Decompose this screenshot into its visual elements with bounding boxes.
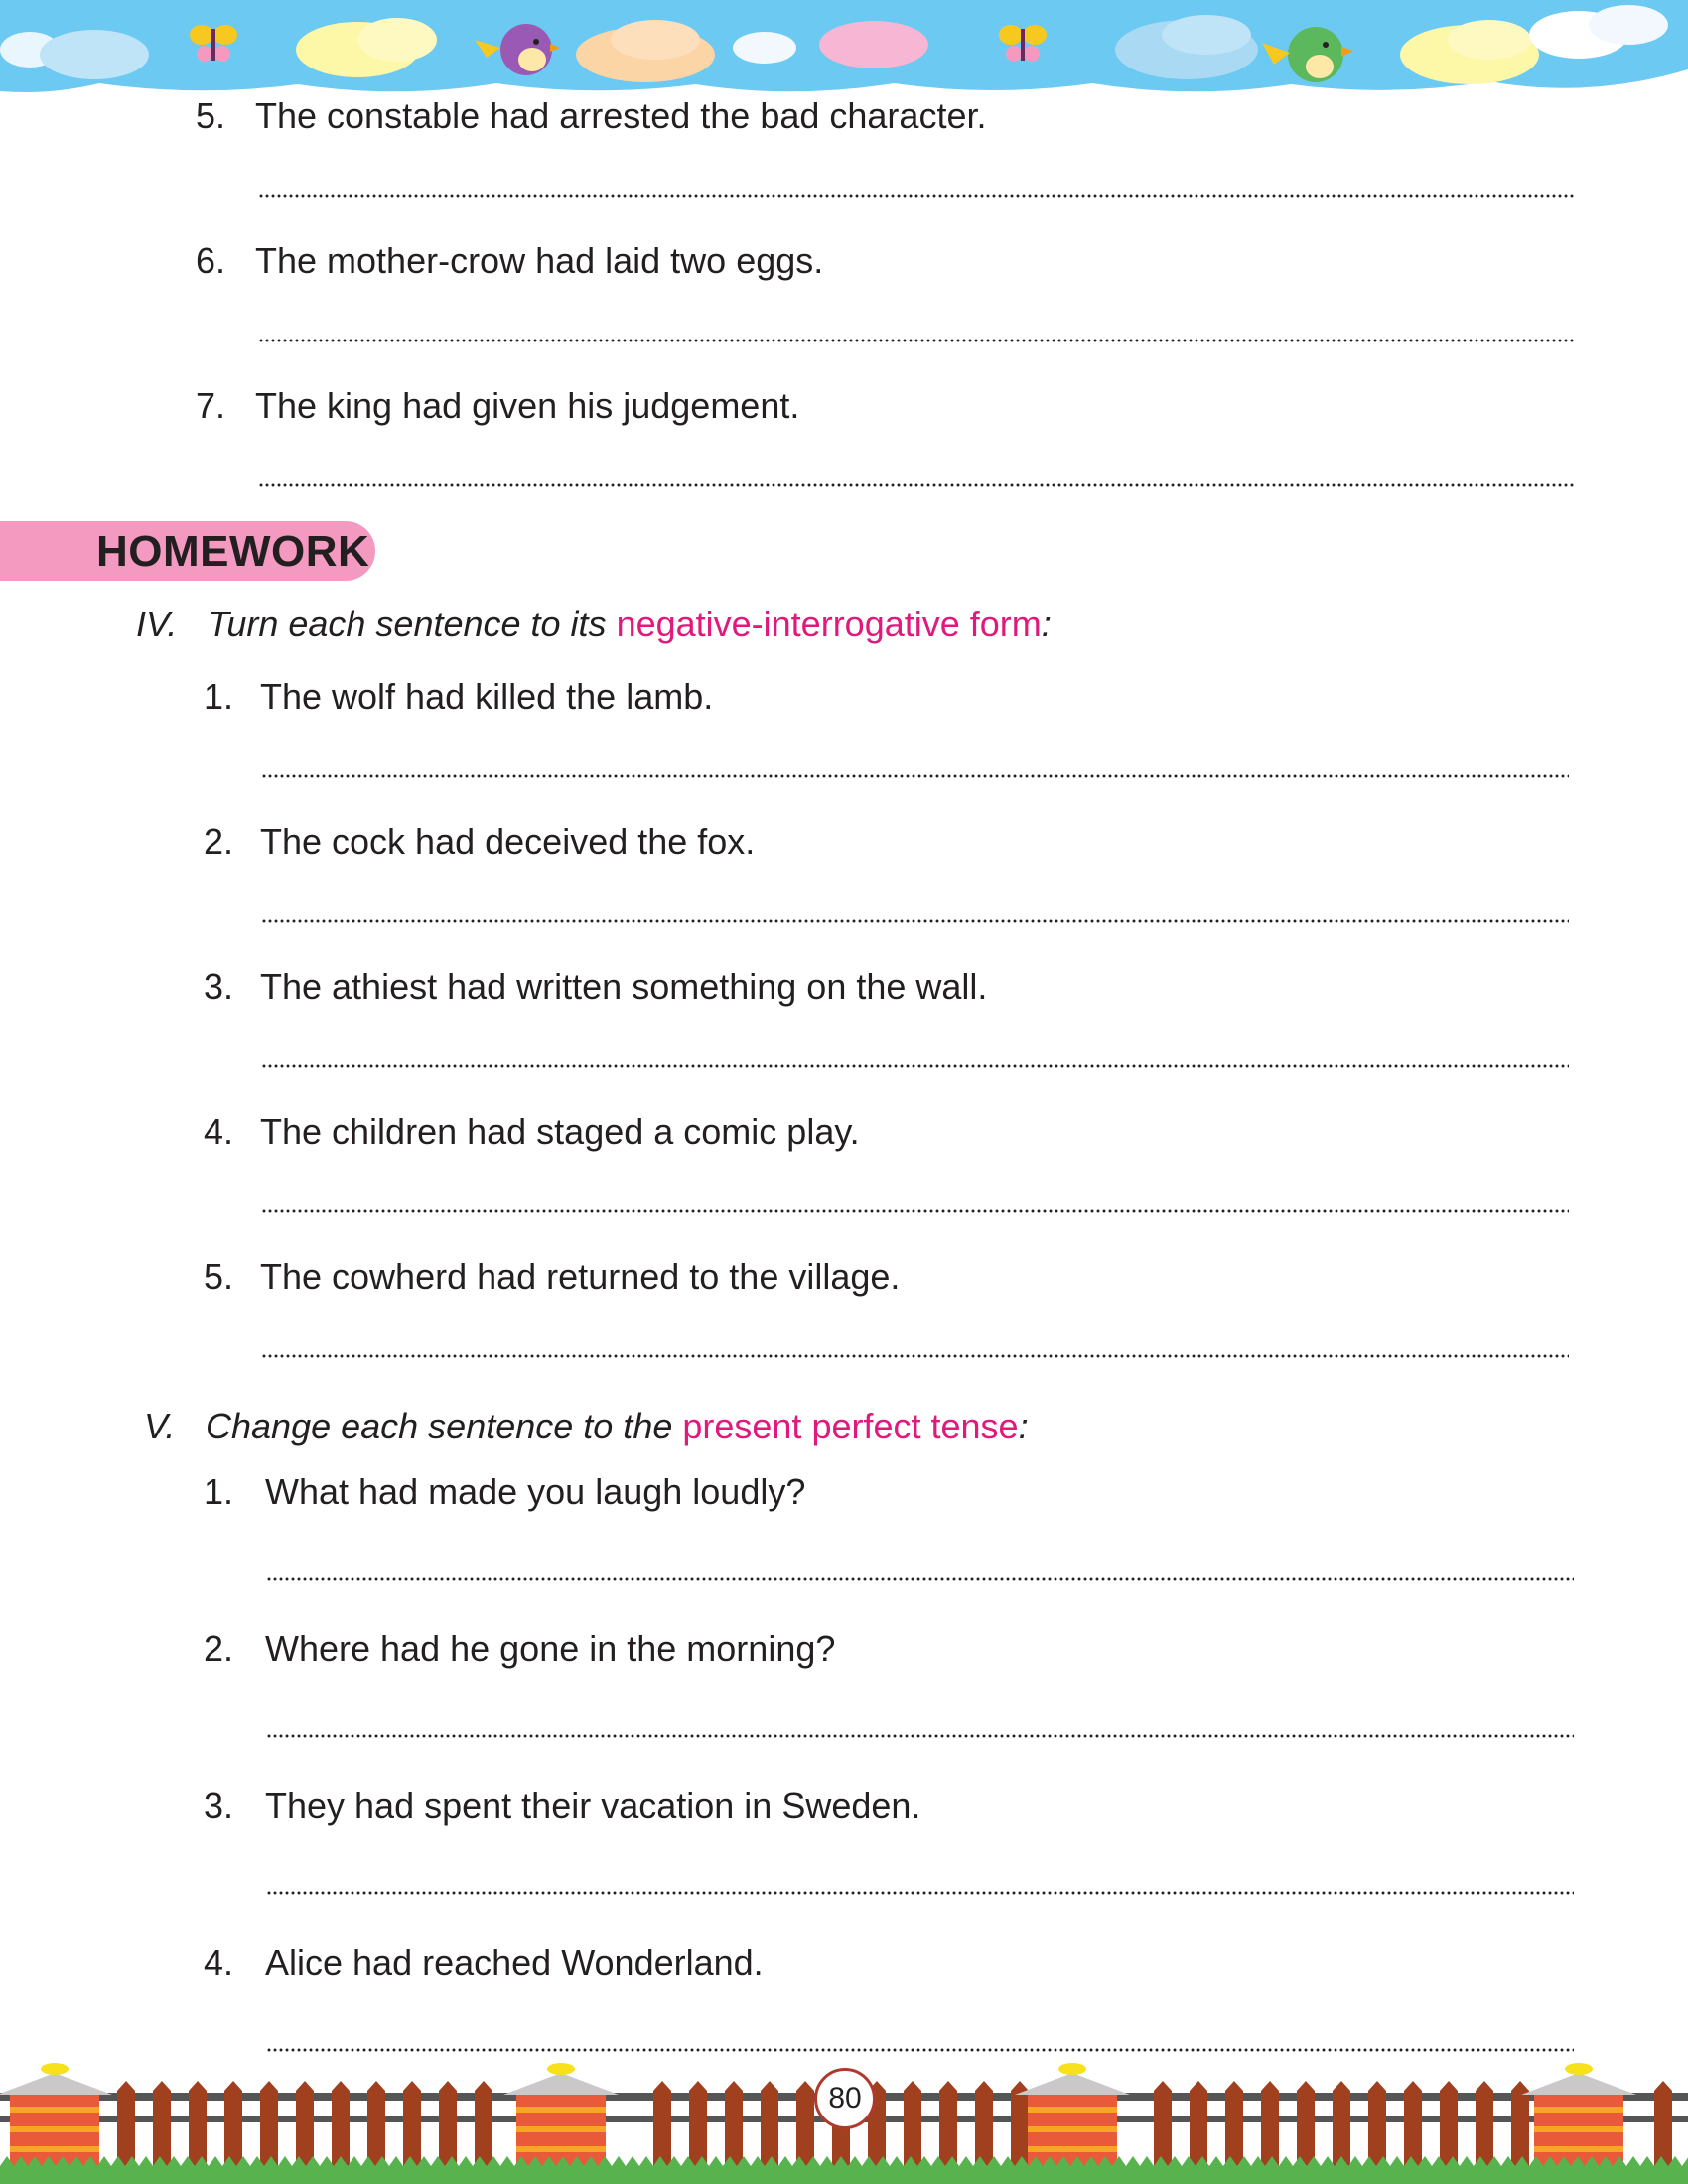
fence-picket	[224, 2081, 242, 2166]
fence-picket	[761, 2081, 778, 2166]
cloud-icon	[733, 32, 796, 64]
fence-picket	[117, 2081, 135, 2166]
item-number: 2.	[204, 821, 234, 862]
item-sentence: Where had he gone in the morning?	[265, 1628, 836, 1669]
list-item	[204, 1111, 1594, 1153]
section-iv-instruction	[136, 604, 1576, 645]
fence-picket	[1333, 2081, 1350, 2166]
fence-picket	[975, 2081, 993, 2166]
item-number: 5.	[204, 1256, 234, 1297]
instruction-colon: :	[1041, 604, 1052, 644]
list-item	[204, 821, 1594, 863]
answer-line[interactable]	[261, 1354, 1569, 1358]
answer-line[interactable]	[266, 1577, 1574, 1581]
section-iv-numeral: IV.	[136, 604, 178, 644]
fence-picket	[403, 2081, 421, 2166]
answer-line[interactable]	[266, 1734, 1574, 1738]
fence-picket	[1440, 2081, 1458, 2166]
item-number: 3.	[204, 1785, 234, 1826]
list-item	[196, 240, 1586, 282]
fence-picket	[1225, 2081, 1243, 2166]
item-number: 1.	[204, 1471, 234, 1512]
item-sentence: They had spent their vacation in Sweden.	[265, 1785, 921, 1826]
item-sentence: The children had staged a comic play.	[260, 1111, 860, 1152]
instruction-colon: :	[1018, 1406, 1029, 1446]
fence-picket	[1476, 2081, 1493, 2166]
section-v-instruction	[144, 1406, 1584, 1447]
fence-picket	[189, 2081, 207, 2166]
answer-line[interactable]	[258, 483, 1574, 487]
item-sentence: The cowherd had returned to the village.	[260, 1256, 901, 1297]
item-sentence: The king had given his judgement.	[255, 385, 800, 426]
section-v-numeral: V.	[144, 1406, 176, 1446]
instruction-highlight: negative-interrogative form	[616, 604, 1042, 644]
fence-picket	[796, 2081, 814, 2166]
fence-picket	[1654, 2081, 1672, 2166]
item-number: 4.	[204, 1111, 234, 1152]
list-item	[204, 1942, 1594, 1983]
answer-line[interactable]	[258, 194, 1574, 198]
answer-line[interactable]	[261, 774, 1569, 778]
item-sentence: The constable had arrested the bad character.	[255, 95, 987, 136]
fence-picket	[1154, 2081, 1172, 2166]
answer-line[interactable]	[266, 1891, 1574, 1895]
item-sentence: What had made you laugh loudly?	[265, 1471, 806, 1512]
item-number: 4.	[204, 1942, 234, 1982]
fence-picket	[725, 2081, 743, 2166]
fence-picket	[1261, 2081, 1279, 2166]
list-item	[196, 385, 1586, 427]
answer-line[interactable]	[261, 1064, 1569, 1068]
list-item	[204, 676, 1594, 718]
item-number: 7.	[196, 385, 226, 426]
fence-picket	[1190, 2081, 1207, 2166]
answer-line[interactable]	[258, 339, 1574, 342]
sky-banner	[0, 0, 1688, 99]
answer-line[interactable]	[261, 1209, 1569, 1213]
fence-picket	[439, 2081, 457, 2166]
instruction-highlight: present perfect tense	[682, 1406, 1019, 1446]
answer-line[interactable]	[266, 2048, 1574, 2052]
item-number: 3.	[204, 966, 234, 1007]
fence-picket	[939, 2081, 957, 2166]
item-number: 6.	[196, 240, 226, 281]
fence-picket	[1404, 2081, 1422, 2166]
item-number: 1.	[204, 676, 234, 717]
item-sentence: The mother-crow had laid two eggs.	[255, 240, 824, 281]
fence-picket	[367, 2081, 385, 2166]
fence-picket	[332, 2081, 350, 2166]
fence-picket	[1368, 2081, 1386, 2166]
list-item	[204, 1256, 1594, 1297]
item-number: 2.	[204, 1628, 234, 1669]
list-item	[204, 1628, 1594, 1670]
list-item	[196, 95, 1586, 137]
page-number: 80	[814, 2068, 876, 2129]
list-item	[204, 1785, 1594, 1827]
fence-picket	[475, 2081, 492, 2166]
fence-picket	[689, 2081, 707, 2166]
answer-line[interactable]	[261, 919, 1569, 923]
item-sentence: The athiest had written something on the wall.	[260, 966, 988, 1007]
fence-pillar	[503, 2063, 619, 2166]
cloud-icon	[819, 21, 928, 68]
list-item	[204, 966, 1594, 1008]
homework-title: HOMEWORK	[96, 527, 370, 576]
instruction-text: Turn each sentence to its	[208, 604, 617, 644]
fence-picket	[153, 2081, 171, 2166]
fence-picket	[296, 2081, 314, 2166]
list-item	[204, 1471, 1594, 1513]
item-number: 5.	[196, 95, 226, 136]
fence-picket	[904, 2081, 921, 2166]
instruction-text: Change each sentence to the	[206, 1406, 683, 1446]
fence-picket	[260, 2081, 278, 2166]
item-sentence: Alice had reached Wonderland.	[265, 1942, 764, 1982]
fence-picket	[1297, 2081, 1315, 2166]
fence-pillar	[0, 2063, 112, 2166]
fence-pillar	[1521, 2063, 1636, 2166]
fence-pillar	[1015, 2063, 1130, 2166]
fence-picket	[653, 2081, 671, 2166]
item-sentence: The wolf had killed the lamb.	[260, 676, 714, 717]
item-sentence: The cock had deceived the fox.	[260, 821, 756, 862]
